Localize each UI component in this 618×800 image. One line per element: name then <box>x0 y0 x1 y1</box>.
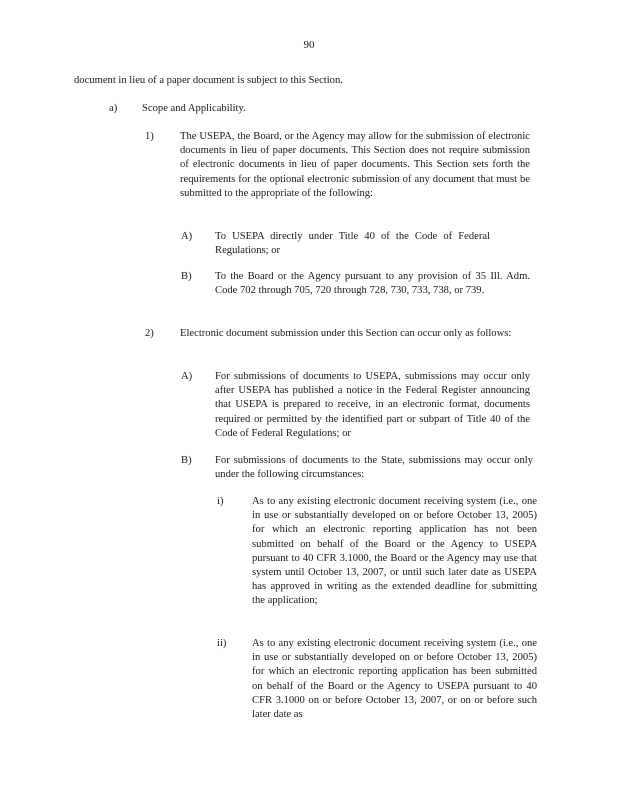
item-1A-text: To USEPA directly under Title 40 of the Code of Federal Regulations; or <box>215 231 490 257</box>
item-1-text: The USEPA, the Board, or the Agency may allow for the submission of electronic documents in lieu of paper documents. This Section does not require submission of electronic documents in lieu of paper documents. This Section sets forth the requirements for the optional electronic submission of any document that must be submitted to the appropriate of the following: <box>180 131 530 199</box>
section-a-marker: a) <box>109 103 118 114</box>
item-2-text: Electronic document submission under this Section can occur only as follows: <box>180 328 512 339</box>
item-2A-marker: A) <box>181 371 193 382</box>
section-a-heading: Scope and Applicability. <box>142 103 246 114</box>
item-2B-text: For submissions of documents to the State, submissions may occur only under the following circumstances: <box>215 455 533 481</box>
item-2Bi-marker: i) <box>217 496 224 507</box>
item-1A-marker: A) <box>181 231 193 242</box>
item-2A-text: For submissions of documents to USEPA, submissions may occur only after USEPA has published a notice in the Federal Register announcing that USEPA is prepared to receive, in an electronic format, documents required or permitted by the identified part or subpart of Title 40 of the Code of Federal Regulations; or <box>215 371 530 439</box>
item-2Bii-text: As to any existing electronic document receiving system (i.e., one in use or substantially developed on or before October 13, 2005) for which an electronic reporting application has been submitted on behalf of the Board or the Agency to USEPA pursuant to 40 CFR 3.1000 on or before October 13, 2007, or on or before such later date as <box>252 638 537 721</box>
item-1B-marker: B) <box>181 271 192 282</box>
item-1B-text: To the Board or the Agency pursuant to any provision of 35 Ill. Adm. Code 702 through 705, 720 through 728, 730, 733, 738, or 739. <box>215 271 530 297</box>
item-2B-marker: B) <box>181 455 192 466</box>
item-2-marker: 2) <box>145 328 154 339</box>
item-1-marker: 1) <box>145 131 154 142</box>
item-2Bi-text: As to any existing electronic document receiving system (i.e., one in use or substantially developed on or before October 13, 2005) for which an electronic reporting application has not been submitted on behalf of the Board or the Agency to USEPA pursuant to 40 CFR 3.1000, the Board or the Agency may use that system until October 13, 2007, or until such later date as USEPA has approved in writing as the extended deadline for submitting the application; <box>252 496 537 607</box>
intro-line: document in lieu of a paper document is subject to this Section. <box>74 75 343 86</box>
page-number: 90 <box>303 39 315 51</box>
item-2Bii-marker: ii) <box>217 638 227 649</box>
